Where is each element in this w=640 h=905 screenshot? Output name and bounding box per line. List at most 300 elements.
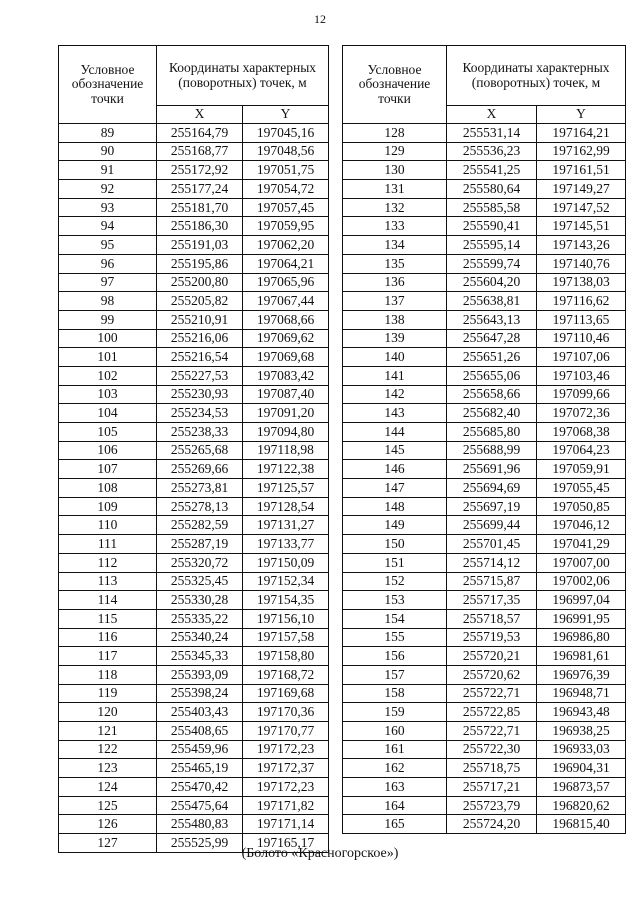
y-coordinate-cell: 197150,09 [243, 553, 329, 572]
y-coordinate-cell: 197161,51 [537, 161, 626, 180]
table-row [59, 142, 329, 161]
table-row [343, 217, 626, 236]
x-coordinate-cell: 255191,03 [157, 236, 243, 255]
table-row [343, 423, 626, 442]
x-coordinate-cell: 255325,45 [157, 572, 243, 591]
table-row [59, 553, 329, 572]
table-row [59, 423, 329, 442]
x-coordinate-cell: 255330,28 [157, 591, 243, 610]
y-coordinate-cell: 197057,45 [243, 198, 329, 217]
x-coordinate-cell: 255541,25 [447, 161, 537, 180]
x-coordinate-cell: 255722,71 [447, 684, 537, 703]
y-coordinate-cell: 197125,57 [243, 479, 329, 498]
y-coordinate-cell: 197099,66 [537, 385, 626, 404]
table-row [343, 161, 626, 180]
y-coordinate-cell: 197154,35 [243, 591, 329, 610]
header-x: X [157, 106, 243, 124]
table-row [343, 180, 626, 199]
table-row [343, 609, 626, 628]
table-body-left [59, 124, 329, 853]
x-coordinate-cell: 255287,19 [157, 535, 243, 554]
point-number-cell: 122 [59, 740, 157, 759]
x-coordinate-cell: 255210,91 [157, 310, 243, 329]
table-row [343, 497, 626, 516]
y-coordinate-cell: 197164,21 [537, 124, 626, 143]
x-coordinate-cell: 255408,65 [157, 722, 243, 741]
point-number-cell: 163 [343, 778, 447, 797]
point-number-cell: 102 [59, 366, 157, 385]
y-coordinate-cell: 197172,23 [243, 740, 329, 759]
x-coordinate-cell: 255722,30 [447, 740, 537, 759]
x-coordinate-cell: 255172,92 [157, 161, 243, 180]
point-number-cell: 115 [59, 609, 157, 628]
y-coordinate-cell: 196948,71 [537, 684, 626, 703]
table-row [343, 815, 626, 834]
y-coordinate-cell: 197048,56 [243, 142, 329, 161]
x-coordinate-cell: 255722,71 [447, 722, 537, 741]
x-coordinate-cell: 255227,53 [157, 366, 243, 385]
point-number-cell: 148 [343, 497, 447, 516]
y-coordinate-cell: 197133,77 [243, 535, 329, 554]
y-coordinate-cell: 197138,03 [537, 273, 626, 292]
point-number-cell: 116 [59, 628, 157, 647]
table-row [59, 292, 329, 311]
point-number-cell: 138 [343, 310, 447, 329]
x-coordinate-cell: 255238,33 [157, 423, 243, 442]
y-coordinate-cell: 196933,03 [537, 740, 626, 759]
x-coordinate-cell: 255691,96 [447, 460, 537, 479]
table-row [59, 236, 329, 255]
point-number-cell: 159 [343, 703, 447, 722]
y-coordinate-cell: 197069,68 [243, 348, 329, 367]
point-number-cell: 93 [59, 198, 157, 217]
table-row [343, 665, 626, 684]
x-coordinate-cell: 255585,58 [447, 198, 537, 217]
table-row [59, 740, 329, 759]
header-point-label: Условное обозначение точки [59, 46, 157, 124]
point-number-cell: 125 [59, 796, 157, 815]
table-row [59, 460, 329, 479]
y-coordinate-cell: 197059,91 [537, 460, 626, 479]
table-row [343, 460, 626, 479]
table-row [59, 198, 329, 217]
y-coordinate-cell: 197051,75 [243, 161, 329, 180]
x-coordinate-cell: 255580,64 [447, 180, 537, 199]
x-coordinate-cell: 255403,43 [157, 703, 243, 722]
y-coordinate-cell: 197083,42 [243, 366, 329, 385]
x-coordinate-cell: 255694,69 [447, 479, 537, 498]
table-row [59, 310, 329, 329]
table-row [343, 535, 626, 554]
table-row [343, 722, 626, 741]
y-coordinate-cell: 197068,66 [243, 310, 329, 329]
table-row [343, 404, 626, 423]
table-row [59, 628, 329, 647]
y-coordinate-cell: 197140,76 [537, 254, 626, 273]
x-coordinate-cell: 255722,85 [447, 703, 537, 722]
point-number-cell: 90 [59, 142, 157, 161]
point-number-cell: 118 [59, 665, 157, 684]
table-row [343, 628, 626, 647]
table-row [59, 254, 329, 273]
x-coordinate-cell: 255168,77 [157, 142, 243, 161]
y-coordinate-cell: 196943,48 [537, 703, 626, 722]
table-row [343, 759, 626, 778]
point-number-cell: 89 [59, 124, 157, 143]
y-coordinate-cell: 197152,34 [243, 572, 329, 591]
point-number-cell: 94 [59, 217, 157, 236]
y-coordinate-cell: 197055,45 [537, 479, 626, 498]
x-coordinate-cell: 255269,66 [157, 460, 243, 479]
y-coordinate-cell: 197171,82 [243, 796, 329, 815]
header-coords-label: Координаты характерных (поворотных) точек, м [447, 46, 626, 106]
x-coordinate-cell: 255699,44 [447, 516, 537, 535]
y-coordinate-cell: 197072,36 [537, 404, 626, 423]
table-row [59, 665, 329, 684]
table-row [59, 703, 329, 722]
table-row [343, 254, 626, 273]
y-coordinate-cell: 196904,31 [537, 759, 626, 778]
table-row [59, 348, 329, 367]
table-row [59, 759, 329, 778]
table-row [59, 404, 329, 423]
y-coordinate-cell: 197046,12 [537, 516, 626, 535]
table-row [59, 161, 329, 180]
header-y: Y [243, 106, 329, 124]
header-x: X [447, 106, 537, 124]
point-number-cell: 164 [343, 796, 447, 815]
table-row [343, 124, 626, 143]
point-number-cell: 133 [343, 217, 447, 236]
x-coordinate-cell: 255475,64 [157, 796, 243, 815]
table-row [343, 703, 626, 722]
point-number-cell: 127 [59, 834, 157, 853]
y-coordinate-cell: 197050,85 [537, 497, 626, 516]
x-coordinate-cell: 255531,14 [447, 124, 537, 143]
x-coordinate-cell: 255345,33 [157, 647, 243, 666]
x-coordinate-cell: 255595,14 [447, 236, 537, 255]
table-row [59, 441, 329, 460]
table-row [59, 535, 329, 554]
point-number-cell: 117 [59, 647, 157, 666]
x-coordinate-cell: 255181,70 [157, 198, 243, 217]
point-number-cell: 101 [59, 348, 157, 367]
point-number-cell: 140 [343, 348, 447, 367]
table-row [343, 684, 626, 703]
y-coordinate-cell: 197131,27 [243, 516, 329, 535]
point-number-cell: 142 [343, 385, 447, 404]
point-number-cell: 92 [59, 180, 157, 199]
x-coordinate-cell: 255720,62 [447, 665, 537, 684]
x-coordinate-cell: 255685,80 [447, 423, 537, 442]
table-row [59, 497, 329, 516]
y-coordinate-cell: 197170,77 [243, 722, 329, 741]
x-coordinate-cell: 255177,24 [157, 180, 243, 199]
y-coordinate-cell: 196991,95 [537, 609, 626, 628]
y-coordinate-cell: 197116,62 [537, 292, 626, 311]
table-row [59, 124, 329, 143]
table-row [59, 385, 329, 404]
table-row [343, 441, 626, 460]
point-number-cell: 130 [343, 161, 447, 180]
y-coordinate-cell: 197068,38 [537, 423, 626, 442]
point-number-cell: 105 [59, 423, 157, 442]
y-coordinate-cell: 197059,95 [243, 217, 329, 236]
x-coordinate-cell: 255340,24 [157, 628, 243, 647]
x-coordinate-cell: 255604,20 [447, 273, 537, 292]
x-coordinate-cell: 255480,83 [157, 815, 243, 834]
table-row [343, 142, 626, 161]
table-row [343, 273, 626, 292]
point-number-cell: 144 [343, 423, 447, 442]
table-body-right [343, 124, 626, 834]
table-row [343, 348, 626, 367]
y-coordinate-cell: 197145,51 [537, 217, 626, 236]
table-row [343, 479, 626, 498]
x-coordinate-cell: 255717,21 [447, 778, 537, 797]
y-coordinate-cell: 197143,26 [537, 236, 626, 255]
x-coordinate-cell: 255599,74 [447, 254, 537, 273]
point-number-cell: 162 [343, 759, 447, 778]
table-row [343, 740, 626, 759]
y-coordinate-cell: 196997,04 [537, 591, 626, 610]
x-coordinate-cell: 255234,53 [157, 404, 243, 423]
point-number-cell: 135 [343, 254, 447, 273]
header-y: Y [537, 106, 626, 124]
point-number-cell: 96 [59, 254, 157, 273]
y-coordinate-cell: 197122,38 [243, 460, 329, 479]
x-coordinate-cell: 255195,86 [157, 254, 243, 273]
x-coordinate-cell: 255714,12 [447, 553, 537, 572]
point-number-cell: 100 [59, 329, 157, 348]
y-coordinate-cell: 197087,40 [243, 385, 329, 404]
table-row [343, 198, 626, 217]
point-number-cell: 124 [59, 778, 157, 797]
point-number-cell: 108 [59, 479, 157, 498]
y-coordinate-cell: 196820,62 [537, 796, 626, 815]
y-coordinate-cell: 197149,27 [537, 180, 626, 199]
table-row [59, 778, 329, 797]
y-coordinate-cell: 197156,10 [243, 609, 329, 628]
y-coordinate-cell: 196976,39 [537, 665, 626, 684]
y-coordinate-cell: 197007,00 [537, 553, 626, 572]
x-coordinate-cell: 255273,81 [157, 479, 243, 498]
x-coordinate-cell: 255393,09 [157, 665, 243, 684]
table-row [343, 778, 626, 797]
x-coordinate-cell: 255701,45 [447, 535, 537, 554]
point-number-cell: 104 [59, 404, 157, 423]
x-coordinate-cell: 255697,19 [447, 497, 537, 516]
point-number-cell: 103 [59, 385, 157, 404]
point-number-cell: 136 [343, 273, 447, 292]
y-coordinate-cell: 197002,06 [537, 572, 626, 591]
point-number-cell: 121 [59, 722, 157, 741]
x-coordinate-cell: 255715,87 [447, 572, 537, 591]
y-coordinate-cell: 196981,61 [537, 647, 626, 666]
caption: (Болото «Красногорское») [241, 846, 399, 861]
table-row [59, 722, 329, 741]
table-row [343, 310, 626, 329]
y-coordinate-cell: 197069,62 [243, 329, 329, 348]
point-number-cell: 111 [59, 535, 157, 554]
point-number-cell: 152 [343, 572, 447, 591]
point-number-cell: 98 [59, 292, 157, 311]
point-number-cell: 147 [343, 479, 447, 498]
y-coordinate-cell: 197169,68 [243, 684, 329, 703]
x-coordinate-cell: 255720,21 [447, 647, 537, 666]
point-number-cell: 139 [343, 329, 447, 348]
x-coordinate-cell: 255216,54 [157, 348, 243, 367]
table-row [343, 553, 626, 572]
x-coordinate-cell: 255278,13 [157, 497, 243, 516]
point-number-cell: 97 [59, 273, 157, 292]
x-coordinate-cell: 255398,24 [157, 684, 243, 703]
x-coordinate-cell: 255590,41 [447, 217, 537, 236]
coordinates-table-right [342, 45, 626, 834]
x-coordinate-cell: 255335,22 [157, 609, 243, 628]
point-number-cell: 145 [343, 441, 447, 460]
header-coords-label: Координаты характерных (поворотных) точек, м [157, 46, 329, 106]
point-number-cell: 95 [59, 236, 157, 255]
x-coordinate-cell: 255459,96 [157, 740, 243, 759]
table-row [343, 591, 626, 610]
y-coordinate-cell: 197168,72 [243, 665, 329, 684]
point-number-cell: 154 [343, 609, 447, 628]
y-coordinate-cell: 197110,46 [537, 329, 626, 348]
x-coordinate-cell: 255647,28 [447, 329, 537, 348]
table-row [59, 591, 329, 610]
point-number-cell: 151 [343, 553, 447, 572]
x-coordinate-cell: 255719,53 [447, 628, 537, 647]
table-row [59, 180, 329, 199]
x-coordinate-cell: 255717,35 [447, 591, 537, 610]
y-coordinate-cell: 197113,65 [537, 310, 626, 329]
table-row [59, 366, 329, 385]
x-coordinate-cell: 255470,42 [157, 778, 243, 797]
table-row [343, 647, 626, 666]
table-row [343, 366, 626, 385]
y-coordinate-cell: 197162,99 [537, 142, 626, 161]
point-number-cell: 132 [343, 198, 447, 217]
y-coordinate-cell: 197165,17 [243, 834, 329, 853]
point-number-cell: 150 [343, 535, 447, 554]
x-coordinate-cell: 255723,79 [447, 796, 537, 815]
x-coordinate-cell: 255216,06 [157, 329, 243, 348]
point-number-cell: 143 [343, 404, 447, 423]
x-coordinate-cell: 255320,72 [157, 553, 243, 572]
coordinates-table-left [58, 45, 329, 853]
x-coordinate-cell: 255658,66 [447, 385, 537, 404]
table-row [343, 516, 626, 535]
table-row [59, 609, 329, 628]
x-coordinate-cell: 255465,19 [157, 759, 243, 778]
y-coordinate-cell: 197064,21 [243, 254, 329, 273]
y-coordinate-cell: 197170,36 [243, 703, 329, 722]
point-number-cell: 119 [59, 684, 157, 703]
table-row [59, 647, 329, 666]
table-row [59, 217, 329, 236]
y-coordinate-cell: 197171,14 [243, 815, 329, 834]
y-coordinate-cell: 197103,46 [537, 366, 626, 385]
x-coordinate-cell: 255643,13 [447, 310, 537, 329]
point-number-cell: 91 [59, 161, 157, 180]
table-row [343, 385, 626, 404]
x-coordinate-cell: 255718,57 [447, 609, 537, 628]
y-coordinate-cell: 197041,29 [537, 535, 626, 554]
point-number-cell: 160 [343, 722, 447, 741]
point-number-cell: 149 [343, 516, 447, 535]
y-coordinate-cell: 197158,80 [243, 647, 329, 666]
y-coordinate-cell: 197157,58 [243, 628, 329, 647]
x-coordinate-cell: 255655,06 [447, 366, 537, 385]
x-coordinate-cell: 255282,59 [157, 516, 243, 535]
x-coordinate-cell: 255536,23 [447, 142, 537, 161]
x-coordinate-cell: 255682,40 [447, 404, 537, 423]
point-number-cell: 134 [343, 236, 447, 255]
y-coordinate-cell: 197172,37 [243, 759, 329, 778]
y-coordinate-cell: 196815,40 [537, 815, 626, 834]
table-row [343, 236, 626, 255]
table-row [59, 479, 329, 498]
point-number-cell: 131 [343, 180, 447, 199]
y-coordinate-cell: 197147,52 [537, 198, 626, 217]
point-number-cell: 141 [343, 366, 447, 385]
table-row [343, 329, 626, 348]
point-number-cell: 107 [59, 460, 157, 479]
x-coordinate-cell: 255200,80 [157, 273, 243, 292]
table-row [59, 684, 329, 703]
y-coordinate-cell: 197045,16 [243, 124, 329, 143]
y-coordinate-cell: 196938,25 [537, 722, 626, 741]
y-coordinate-cell: 197091,20 [243, 404, 329, 423]
point-number-cell: 157 [343, 665, 447, 684]
point-number-cell: 114 [59, 591, 157, 610]
point-number-cell: 146 [343, 460, 447, 479]
point-number-cell: 129 [343, 142, 447, 161]
point-number-cell: 126 [59, 815, 157, 834]
point-number-cell: 109 [59, 497, 157, 516]
x-coordinate-cell: 255688,99 [447, 441, 537, 460]
table-row [59, 516, 329, 535]
table-row [343, 292, 626, 311]
table-row [59, 273, 329, 292]
x-coordinate-cell: 255230,93 [157, 385, 243, 404]
y-coordinate-cell: 196986,80 [537, 628, 626, 647]
point-number-cell: 112 [59, 553, 157, 572]
table-row [343, 572, 626, 591]
point-number-cell: 137 [343, 292, 447, 311]
point-number-cell: 128 [343, 124, 447, 143]
point-number-cell: 99 [59, 310, 157, 329]
point-number-cell: 156 [343, 647, 447, 666]
table-row [343, 796, 626, 815]
x-coordinate-cell: 255651,26 [447, 348, 537, 367]
x-coordinate-cell: 255205,82 [157, 292, 243, 311]
y-coordinate-cell: 197065,96 [243, 273, 329, 292]
point-number-cell: 106 [59, 441, 157, 460]
point-number-cell: 123 [59, 759, 157, 778]
y-coordinate-cell: 197107,06 [537, 348, 626, 367]
x-coordinate-cell: 255724,20 [447, 815, 537, 834]
x-coordinate-cell: 255718,75 [447, 759, 537, 778]
point-number-cell: 158 [343, 684, 447, 703]
y-coordinate-cell: 197054,72 [243, 180, 329, 199]
point-number-cell: 155 [343, 628, 447, 647]
point-number-cell: 165 [343, 815, 447, 834]
x-coordinate-cell: 255525,99 [157, 834, 243, 853]
y-coordinate-cell: 197118,98 [243, 441, 329, 460]
table-row [59, 572, 329, 591]
